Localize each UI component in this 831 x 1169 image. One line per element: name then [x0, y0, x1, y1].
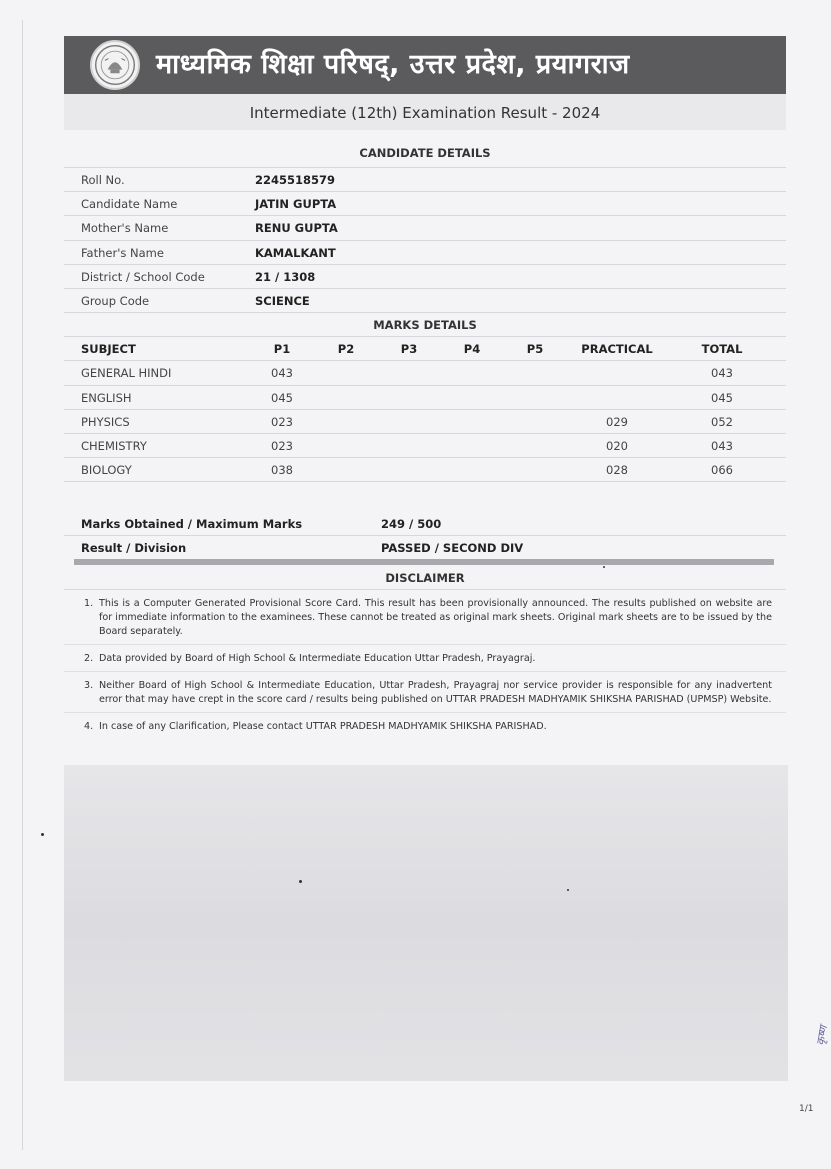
scan-speck — [567, 889, 569, 891]
detail-row-mother — [64, 216, 786, 240]
upmsp-emblem-icon — [90, 40, 140, 90]
practical-cell: 020 — [606, 438, 628, 453]
col-header-p1: P1 — [273, 342, 291, 357]
handwritten-mark: कृष्ण — [813, 1024, 831, 1047]
total-cell: 045 — [711, 390, 733, 405]
page-number: 1/1 — [799, 1104, 814, 1114]
marks-table — [64, 337, 786, 482]
col-header-total: TOTAL — [701, 342, 743, 357]
subject-cell: BIOLOGY — [81, 463, 132, 478]
p1-cell: 045 — [271, 390, 293, 405]
detail-row-father — [64, 241, 786, 265]
detail-row-name — [64, 192, 786, 216]
detail-label: District / School Code — [81, 269, 205, 284]
disclaimer-number: 3. — [84, 680, 94, 692]
p1-cell: 023 — [271, 438, 293, 453]
scan-speck — [603, 566, 605, 568]
board-title: माध्यमिक शिक्षा परिषद्, उत्तर प्रदेश, प्रयागराज — [156, 49, 630, 80]
disclaimer-item — [64, 713, 786, 739]
p1-cell: 023 — [271, 414, 293, 429]
col-header-p3: P3 — [400, 342, 418, 357]
col-header-subject: SUBJECT — [81, 342, 136, 357]
col-header-p4: P4 — [463, 342, 481, 357]
scan-page-edge — [22, 20, 23, 1150]
subject-cell: PHYSICS — [81, 414, 130, 429]
father-name: KAMALKANT — [255, 245, 336, 260]
header-banner — [64, 36, 786, 94]
result-sheet — [64, 36, 786, 739]
disclaimer-text: In case of any Clarification, Please contact UTTAR PRADESH MADHYAMIK SHIKSHA PARISHAD. — [99, 721, 547, 733]
disclaimer-title: DISCLAIMER — [64, 565, 786, 590]
marks-obtained-value: 249 / 500 — [381, 517, 442, 532]
candidate-name: JATIN GUPTA — [255, 197, 337, 212]
disclaimer-number: 4. — [84, 721, 94, 733]
subject-cell: CHEMISTRY — [81, 438, 147, 453]
marks-obtained-label: Marks Obtained / Maximum Marks — [81, 517, 303, 532]
table-row — [64, 434, 786, 458]
detail-label: Father's Name — [81, 245, 164, 260]
disclaimer-text: This is a Computer Generated Provisional Score Card. This result has been provisionally announced. The results published on website are for immediate information to the examinees. These cannot be treated as original mark sheets. Original mark sheets are to be issued by the Board separately. — [99, 598, 772, 638]
exam-title: Intermediate (12th) Examination Result - 2024 — [64, 94, 786, 130]
total-cell: 052 — [711, 414, 733, 429]
detail-label: Candidate Name — [81, 197, 178, 212]
scan-speck — [299, 880, 302, 883]
total-cell: 066 — [711, 463, 733, 478]
marks-header-row — [64, 337, 786, 361]
practical-cell: 029 — [606, 414, 628, 429]
disclaimer-number: 1. — [84, 598, 94, 610]
mother-name: RENU GUPTA — [255, 221, 338, 236]
col-header-practical: PRACTICAL — [581, 342, 653, 357]
p1-cell: 038 — [271, 463, 293, 478]
group-code: SCIENCE — [255, 293, 310, 308]
practical-cell: 028 — [606, 463, 628, 478]
table-row — [64, 410, 786, 434]
blank-print-area — [64, 765, 788, 1081]
total-cell: 043 — [711, 366, 733, 381]
subject-cell: ENGLISH — [81, 390, 132, 405]
district-school-code: 21 / 1308 — [255, 269, 316, 284]
disclaimer-item — [64, 590, 786, 645]
detail-label: Group Code — [81, 293, 150, 308]
marks-section-title: MARKS DETAILS — [64, 313, 786, 337]
table-row — [64, 458, 786, 482]
candidate-details — [64, 168, 786, 313]
total-cell: 043 — [711, 438, 733, 453]
result-label: Result / Division — [81, 541, 187, 556]
detail-label: Roll No. — [81, 173, 125, 187]
table-row — [64, 361, 786, 385]
col-header-p2: P2 — [337, 342, 355, 357]
p1-cell: 043 — [271, 366, 293, 381]
detail-row-roll — [64, 168, 786, 192]
candidate-section-title: CANDIDATE DETAILS — [64, 146, 786, 168]
col-header-p5: P5 — [526, 342, 544, 357]
disclaimer-item — [64, 672, 786, 713]
disclaimer-text: Data provided by Board of High School & Intermediate Education Uttar Pradesh, Prayagraj. — [99, 653, 536, 665]
disclaimer-text: Neither Board of High School & Intermediate Education, Uttar Pradesh, Prayagraj nor service provider is responsible for any inadvertent error that may have crept in the score card / results being published on UTTAR PRADESH MADHYAMIK SHIKSHA PARISHAD (UPMSP) Website. — [99, 680, 772, 706]
detail-row-district — [64, 265, 786, 289]
table-row — [64, 386, 786, 410]
detail-label: Mother's Name — [81, 221, 169, 236]
marks-summary-row — [64, 512, 786, 536]
result-value: PASSED / SECOND DIV — [381, 541, 524, 556]
result-row — [64, 536, 786, 559]
disclaimer-number: 2. — [84, 653, 94, 665]
detail-row-group — [64, 289, 786, 313]
scan-speck — [41, 833, 44, 836]
disclaimer-item — [64, 645, 786, 672]
roll-number: 2245518579 — [255, 173, 336, 187]
disclaimer-list — [64, 590, 786, 739]
subject-cell: GENERAL HINDI — [81, 366, 172, 381]
